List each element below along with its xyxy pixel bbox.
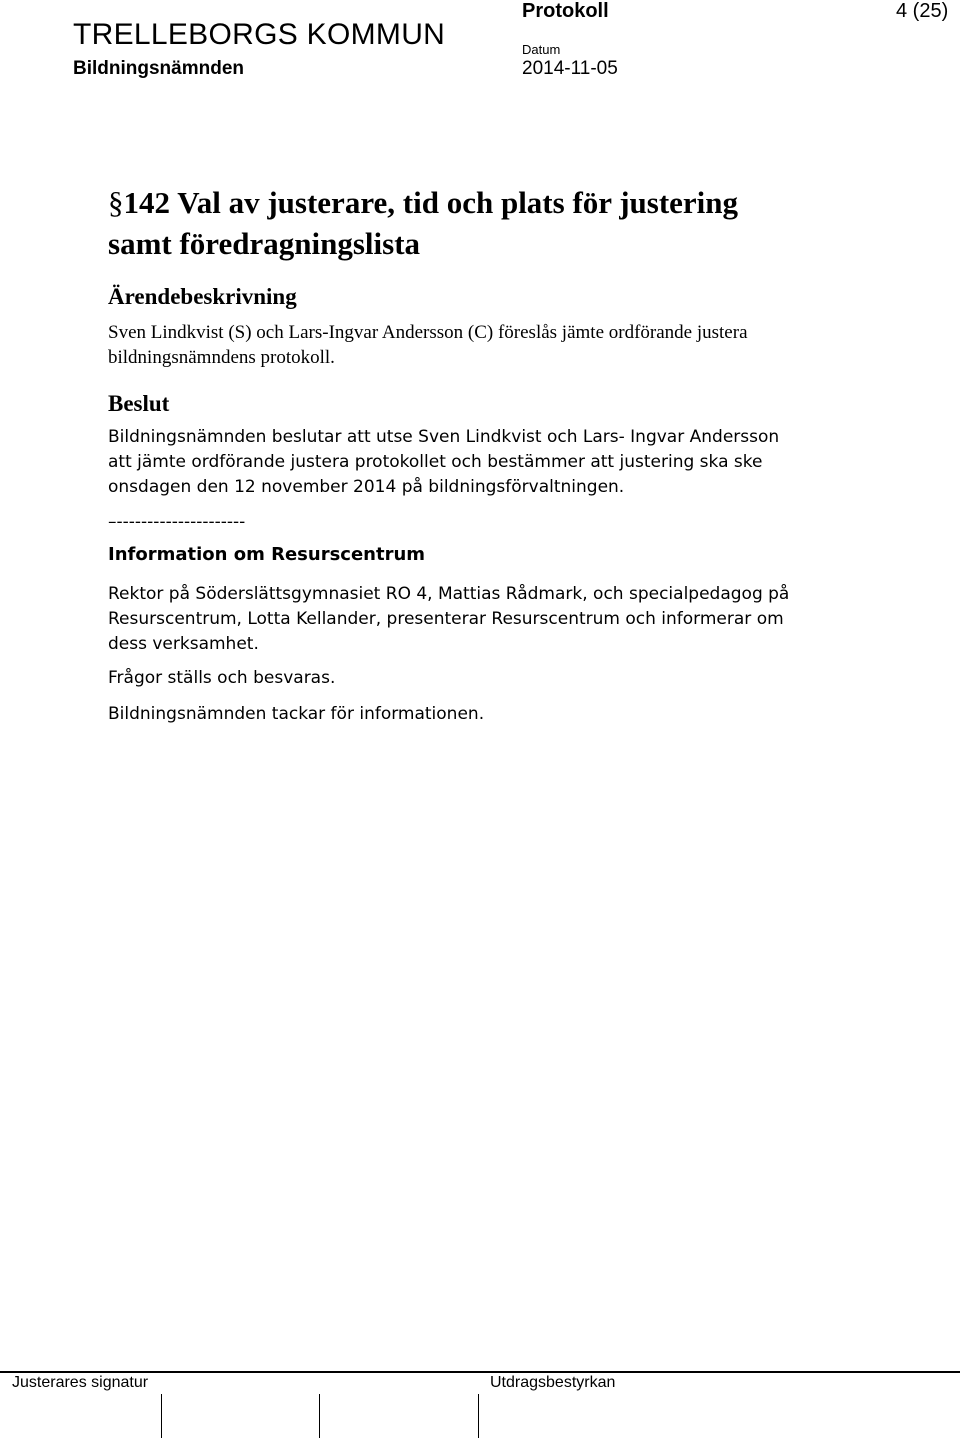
signature-box-divider bbox=[161, 1394, 162, 1438]
information-heading: Information om Resurscentrum bbox=[108, 544, 426, 565]
page-number: 4 (25) bbox=[896, 0, 949, 22]
information-paragraph-1: Rektor på Söderslättsgymnasiet RO 4, Mattias Rådmark, och specialpedagog på Resurscentrum, Lotta Kellander, presenterar Resurscentrum och informerar om dess verksamhet. bbox=[108, 584, 790, 654]
beslut-text: Bildningsnämnden beslutar att utse Sven Lindkvist och Lars- Ingvar Andersson att jämte ordförande justera protokollet och bestämmer att justering ska ske onsdagen den 12 november 2014 på bildningsförvaltningen. bbox=[108, 427, 780, 497]
section-title-line1: 142 Val av justerare, tid och plats för justering bbox=[123, 185, 739, 220]
document-type: Protokoll bbox=[522, 0, 609, 22]
arendebeskrivning-heading: Ärendebeskrivning bbox=[108, 284, 297, 309]
organization-name: TRELLEBORGS KOMMUN bbox=[73, 18, 446, 51]
signature-box-divider bbox=[319, 1394, 320, 1438]
date-value: 2014-11-05 bbox=[522, 58, 618, 79]
information-paragraph-3: Bildningsnämnden tackar för informationen. bbox=[108, 704, 485, 724]
extract-label: Utdragsbestyrkan bbox=[490, 1374, 616, 1391]
committee-name: Bildningsnämnden bbox=[73, 58, 244, 79]
signature-label: Justerares signatur bbox=[12, 1374, 149, 1391]
section-mark: § bbox=[108, 185, 124, 220]
separator-line: –--------------------- bbox=[108, 512, 246, 532]
section-title bbox=[108, 182, 908, 264]
footer-divider bbox=[0, 1371, 960, 1373]
signature-box-divider bbox=[478, 1394, 479, 1438]
date-label: Datum bbox=[522, 42, 561, 57]
beslut-heading: Beslut bbox=[108, 391, 170, 416]
information-paragraph-2: Frågor ställs och besvaras. bbox=[108, 668, 336, 688]
arendebeskrivning-text: Sven Lindkvist (S) och Lars-Ingvar Andersson (C) föreslås jämte ordförande justera bildningsnämndens protokoll. bbox=[108, 322, 748, 368]
section-title-line2: samt föredragningslista bbox=[108, 226, 421, 261]
